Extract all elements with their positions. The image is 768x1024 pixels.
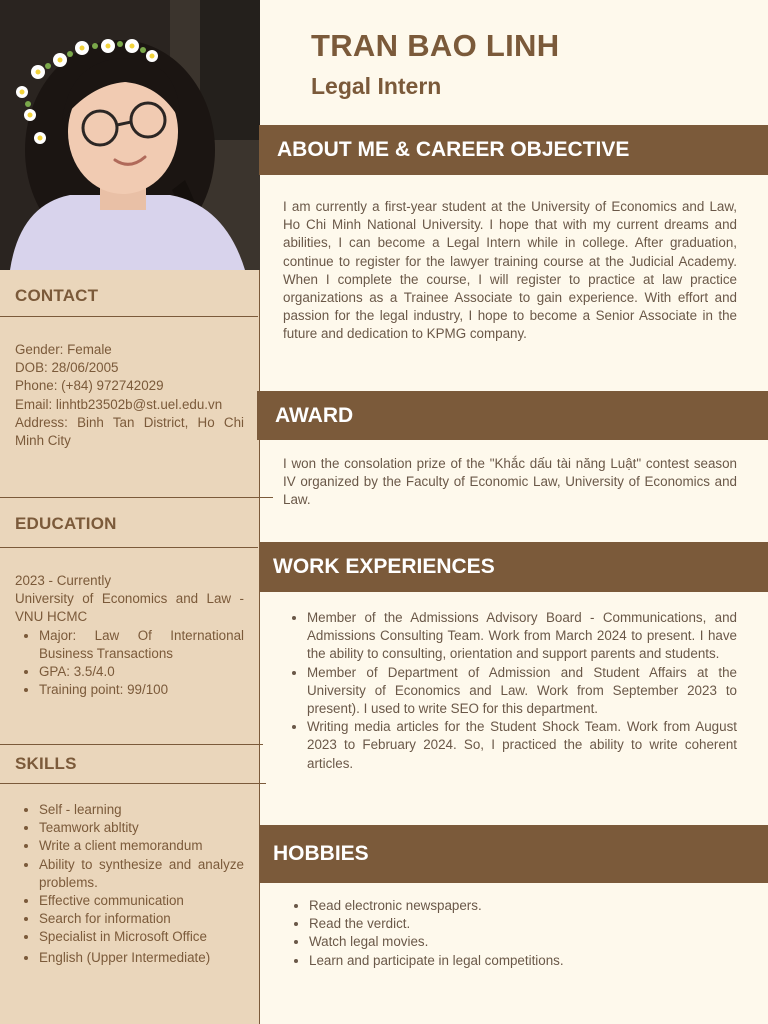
award-section-header xyxy=(257,391,768,440)
work-info xyxy=(283,609,737,773)
work-list xyxy=(307,609,737,773)
portrait-illustration xyxy=(0,0,260,270)
list-item: • Writing media articles for the Student Shock Team. Work from August 2023 to February 2024. So, I practiced the ability to write coherent articles. xyxy=(307,718,737,773)
contact-dob: DOB: 28/06/2005 xyxy=(15,360,119,376)
list-item: • English (Upper Intermediate) xyxy=(39,949,244,967)
education-heading: EDUCATION xyxy=(15,514,117,533)
contact-phone: Phone: (+84) 972742029 xyxy=(15,378,164,394)
about-section-header xyxy=(259,125,768,175)
divider xyxy=(0,316,258,317)
list-item: • Ability to synthesize and analyze problems. xyxy=(39,856,244,892)
contact-gender: Gender: Female xyxy=(15,342,112,357)
contact-heading: CONTACT xyxy=(15,286,99,305)
contact-address: Address: Binh Tan District, Ho Chi Minh City xyxy=(15,414,244,449)
divider xyxy=(0,744,263,745)
education-school: University of Economics and Law - VNU HCMC xyxy=(15,591,244,625)
education-details-list xyxy=(39,627,244,700)
list-item: • Major: Law Of International Business Transactions xyxy=(39,627,244,663)
divider xyxy=(0,497,273,498)
about-text: I am currently a first-year student at the University of Economics and Law, Ho Chi Minh National University. I hope that with my current dreams and abilities, I can become a Legal Intern while in college. After graduation, continue to register for the lawyer training course at the Judicial Academy. When I complete the course, I will register to practice at law practice organizations as a Trainee Associate to gain experience. With effort and passion for the legal industry, I hope to become a Senior Associate in the future and dedication to KPMG company. xyxy=(283,199,737,342)
about-heading: ABOUT ME & CAREER OBJECTIVE xyxy=(277,138,630,161)
hobbies-section-header xyxy=(259,825,768,883)
work-heading: WORK EXPERIENCES xyxy=(273,555,495,578)
contact-email: Email: linhtb23502b@st.uel.edu.vn xyxy=(15,396,223,412)
divider xyxy=(0,547,258,548)
person-name: TRAN BAO LINH xyxy=(311,28,560,63)
job-title: Legal Intern xyxy=(311,73,442,99)
list-item: • Learn and participate in legal competitions. xyxy=(309,952,739,970)
divider xyxy=(0,783,266,784)
work-section-header xyxy=(259,542,768,592)
education-info xyxy=(15,572,244,699)
list-item: • Teamwork abltity xyxy=(39,819,244,837)
list-item: • Member of Department of Admission and Student Affairs at the University of Economics and Law. Work from September 2023 to present). I used to write SEO for this department. xyxy=(307,664,737,719)
skills-list xyxy=(39,801,244,967)
hobbies-info xyxy=(285,897,739,970)
hobbies-list xyxy=(309,897,739,970)
list-item: • GPA: 3.5/4.0 xyxy=(39,663,244,681)
hobbies-heading: HOBBIES xyxy=(273,842,369,865)
skills-info xyxy=(15,801,244,967)
contact-info xyxy=(15,341,244,450)
list-item: • Write a client memorandum xyxy=(39,837,244,855)
left-sidebar xyxy=(0,0,260,1024)
award-text: I won the consolation prize of the "Khắc dấu tài năng Luật" contest season IV organized by the Faculty of Economic Law, University of Economics and Law. xyxy=(283,456,737,508)
list-item: • Read electronic newspapers. xyxy=(309,897,739,915)
list-item: • Specialist in Microsoft Office xyxy=(39,928,244,946)
list-item: • Read the verdict. xyxy=(309,915,739,933)
list-item: • Effective communication xyxy=(39,892,244,910)
list-item: • Member of the Admissions Advisory Board - Communications, and Admissions Consulting Team. Work from March 2024 to present. I have the ability to consulting, orientation and support parents and students. xyxy=(307,609,737,664)
list-item: • Self - learning xyxy=(39,801,244,819)
education-period: 2023 - Currently xyxy=(15,573,112,588)
skills-heading: SKILLS xyxy=(15,754,77,773)
profile-photo xyxy=(0,0,260,270)
list-item: • Watch legal movies. xyxy=(309,933,739,951)
award-heading: AWARD xyxy=(275,403,354,427)
list-item: • Training point: 99/100 xyxy=(39,681,244,699)
list-item: • Search for information xyxy=(39,910,244,928)
